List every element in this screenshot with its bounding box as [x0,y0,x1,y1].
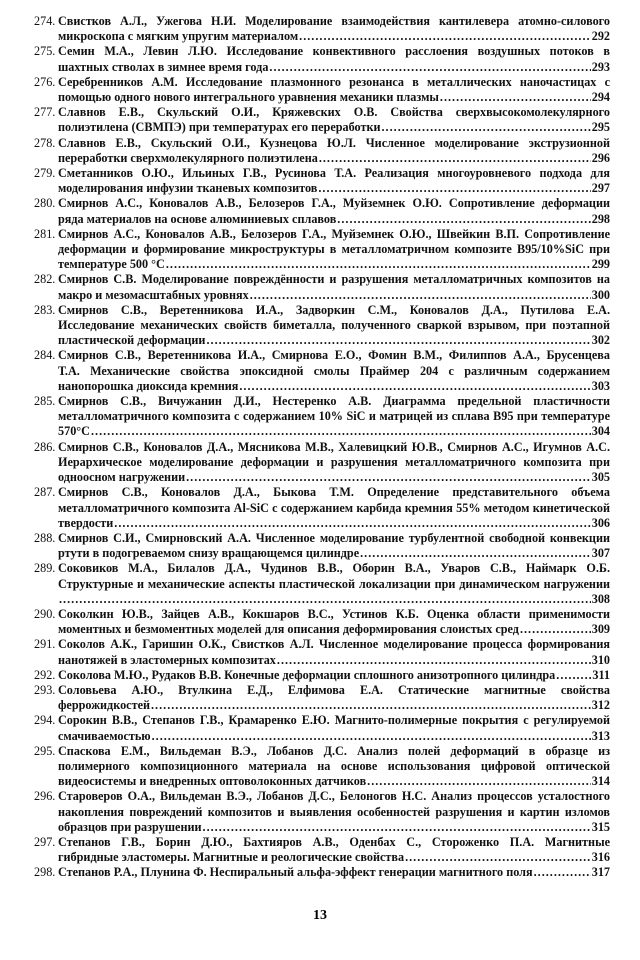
entry-number: 278. [34,135,56,150]
entry-last-line [58,668,610,683]
entry-text-line: образцов при разрушении [58,819,202,834]
entry-text-line: одноосном нагружении [58,470,186,485]
entry-last-line [58,60,610,75]
entry-number: 277. [34,105,56,120]
entry-last-line [58,622,610,637]
entry-page-number: 311 [592,667,610,682]
entry-page-number: 310 [591,652,610,667]
toc-entry [34,303,610,349]
toc-entry [34,713,610,743]
entry-number: 290. [34,606,56,621]
entry-text-line: Свистков А.Л., Ужегова Н.И. Моделирование взаимодействия кантилевера атомно-силового [58,14,610,28]
entry-page-number: 312 [591,698,610,713]
toc-entry [34,227,610,273]
dot-leader [186,470,591,485]
entry-text-line: металломатричного композита с содержанием 10% SiC и матрицей из сплава В95 при температуре [58,409,610,424]
entry-text-line: моделирования инфузии тканевых композитов [58,181,318,196]
entry-text-line: нанопорошка диоксида кремния [58,378,239,393]
entry-last-line [58,257,610,272]
entry-number: 287. [34,485,56,500]
entry-number: 288. [34,530,56,545]
dot-leader [382,120,591,135]
toc-entry [34,14,610,44]
toc-entry [34,105,610,135]
entry-text-line: Смирнов С.И., Смирновский А.А. Численное моделирование турбулентной свободной конвекции [58,530,610,545]
entry-text-line: Т.А. Механические свойства эпоксидной смолы Праймер 204 с различным содержанием [58,363,610,378]
toc-entry [34,744,610,790]
toc-entry [34,348,610,394]
entry-last-line [58,120,610,135]
toc-entry [34,485,610,531]
dot-leader [59,592,591,607]
dot-leader [337,212,590,227]
dot-leader [166,257,591,272]
dot-leader [440,90,591,105]
dot-leader [405,850,591,865]
toc-entry [34,166,610,196]
entry-number: 279. [34,166,56,181]
entry-text-line: смачиваемостью [58,728,151,743]
dot-leader [206,333,590,348]
entry-text-line: Структурные и механические аспекты пластической локализации при динамическом нагружении [58,576,610,591]
toc-entry [34,136,610,166]
entry-number: 280. [34,196,56,211]
entry-text-line: Славнов Е.В., Скульский О.И., Кузнецова Ю.Л. Численное моделирование экструзионной [58,135,610,150]
entry-text-line: Спаскова Е.М., Вильдеман В.Э., Лобанов Д.С. Анализ полей деформаций в образце из [58,743,610,758]
entry-page-number: 296 [591,150,610,165]
dot-leader [203,820,591,835]
entry-page-number: 298 [591,211,610,226]
toc-entry [34,835,610,865]
dot-leader [520,622,591,637]
entry-text-line: Смирнов С.В., Вичужанин Д.И., Нестеренко А.В. Диаграмма предельной пластичности [58,394,610,409]
entry-last-line [58,698,610,713]
dot-leader [360,546,591,561]
entry-text-line: переработки сверхмолекулярного полиэтилена [58,150,318,165]
entry-page-number: 293 [591,59,610,74]
entry-number: 281. [34,226,56,241]
dot-leader [91,424,591,439]
entry-number: 284. [34,348,56,363]
toc-entry [34,272,610,302]
entry-page-number: 317 [591,865,610,880]
entry-number: 294. [34,713,56,728]
entry-number: 297. [34,834,56,849]
entry-last-line [58,212,610,227]
entry-text-line: 570°С [58,424,90,439]
dot-leader [318,181,590,196]
entry-last-line [58,653,610,668]
entry-last-line [58,774,610,789]
entry-page-number: 309 [591,622,610,637]
entry-text-line: Иерархическое моделирование деформации и разрушения металломатричного композита при [58,454,610,469]
dot-leader [239,379,590,394]
entry-text-line: температуре 500 °С [58,257,165,272]
toc-entry [34,75,610,105]
entry-number: 283. [34,302,56,317]
entry-number: 282. [34,272,56,287]
entry-last-line [58,850,610,865]
dot-leader [556,668,591,683]
entry-text-line: Смирнов С.В., Веретенникова И.А., Смирнова Е.О., Фомин В.М., Филиппов А.А., Брусенцева [58,348,610,363]
entry-text-line: гибридные эластомеры. Магнитные и реологические свойства [58,850,405,865]
dot-leader [151,698,591,713]
entry-last-line [58,181,610,196]
entry-page-number: 299 [591,257,610,272]
entry-text-line: Сорокин В.В., Степанов Г.В., Крамаренко Е.Ю. Магнито-полимерные покрытия с регулируемой [58,713,610,728]
entry-text-line: Соковиков М.А., Билалов Д.А., Чудинов В.В., Оборин В.А., Уваров С.В., Наймарк О.Б. [58,561,610,576]
entry-text-line: накопления повреждений композитов и выявления особенностей разрушения и картин изломов [58,804,610,819]
entry-text-line: ртути в подогреваемом снизу вращающемся цилиндре [58,546,360,561]
entry-text-line: Серебренников А.М. Исследование плазмонного резонанса в металлических наночастицах с [58,74,610,89]
toc-entry [34,683,610,713]
entry-last-line [58,151,610,166]
dot-leader [152,729,591,744]
entry-text-line: Соколкин Ю.В., Зайцев А.В., Кокшаров В.С., Устинов К.Б. Оценка области применимости [58,606,610,621]
entry-last-line [58,592,610,607]
entry-text-line: шахтных стволах в зимнее время года [58,59,269,74]
toc-entry [34,637,610,667]
toc-entry [34,440,610,486]
entry-text-line: Исследование механических свойств биметалла, полученного сваркой взрывом, при поэтапной [58,318,610,333]
dot-leader [277,653,591,668]
entry-page-number: 315 [591,819,610,834]
entry-number: 274. [34,14,56,28]
entry-text-line: помощью одного нового интегрального уравнения механики плазмы [58,90,439,105]
entry-text-line: Соловьева А.Ю., Втулкина Е.Д., Елфимова Е.А. Статические магнитные свойства [58,682,610,697]
entry-text-line: Староверов О.А., Вильдеман В.Э., Лобанов Д.С., Белоногов Н.С. Анализ процессов усталостного [58,789,610,804]
entry-last-line [58,333,610,348]
entry-text-line: Сметанников О.Ю., Ильиных Г.В., Русинова Т.А. Реализация многоуровневого подхода для [58,166,610,181]
entry-last-line [58,516,610,531]
toc-entry [34,668,610,683]
entry-text-line: макро и мезомасштабных уровнях [58,287,249,302]
entry-page-number: 314 [591,774,610,789]
entry-number: 275. [34,44,56,59]
entry-last-line [58,546,610,561]
entry-last-line [58,820,610,835]
toc-entry [34,44,610,74]
entry-text-line: твердости [58,515,114,530]
entry-number: 291. [34,637,56,652]
entry-text-line: Смирнов С.В. Моделирование повреждённости и разрушения металломатричных композитов на [58,272,610,287]
entry-text-line: Смирнов А.С., Коновалов А.В., Белозеров Г.А., Муйземнек О.Ю., Швейкин В.П. Сопротивление [58,226,610,241]
entry-text-line: металломатричного композита Al-SiC с содержанием карбида кремния 55% методом кинетической [58,500,610,515]
toc-list [34,14,610,881]
entry-number: 289. [34,561,56,576]
entry-text-line: Семин М.А., Левин Л.Ю. Исследование конвективного расслоения воздушных потоков в [58,44,610,59]
entry-last-line [58,90,610,105]
entry-text-line: микроскопа с мягким упругим материалом [58,29,299,44]
entry-number: 296. [34,789,56,804]
entry-text-line: Соколов А.К., Гаришин О.К., Свистков А.Л. Численное моделирование процесса формирования [58,637,610,652]
entry-last-line [58,379,610,394]
entry-page-number: 307 [591,546,610,561]
entry-number: 295. [34,743,56,758]
entry-text-line: ряда материалов на основе алюминиевых сплавов [58,211,337,226]
dot-leader [534,865,591,880]
entry-last-line [58,29,610,44]
toc-entry [34,865,610,880]
entry-page-number: 308 [591,591,610,606]
entry-last-line [58,865,610,880]
toc-entry [34,531,610,561]
page-number: 13 [313,908,327,923]
entry-text-line: нанотяжей в эластомерных композитах [58,652,276,667]
entry-page-number: 300 [591,287,610,302]
entry-number: 298. [34,865,56,880]
entry-text-line: деформации и формирование микроструктуры в металломатричном композите В95/10%SiC при [58,242,610,257]
toc-entry [34,607,610,637]
entry-page-number: 313 [591,728,610,743]
entry-page-number: 295 [591,120,610,135]
dot-leader [319,151,591,166]
entry-text-line: полиэтилена (СВМПЭ) при температурах его переработки [58,120,381,135]
entry-page-number: 294 [591,90,610,105]
entry-last-line [58,288,610,303]
entry-number: 293. [34,682,56,697]
toc-entry [34,394,610,440]
toc-entry [34,196,610,226]
dot-leader [367,774,591,789]
entry-page-number: 316 [591,850,610,865]
entry-text-line: моментных и безмоментных моделей для описания деформирования слоистых сред [58,622,519,637]
entry-number: 286. [34,439,56,454]
entry-text-line: полимерного композиционного материала на основе использования цифровой оптической [58,758,610,773]
entry-text-line: пластической деформации [58,333,206,348]
entry-last-line [58,424,610,439]
entry-text-line: Славнов Е.В., Скульский О.И., Кряжевских О.В. Свойства сверхвысокомолекулярного [58,105,610,120]
dot-leader [250,288,591,303]
dot-leader [299,29,591,44]
entry-number: 292. [34,667,56,682]
entry-text-line: Соколова М.Ю., Рудаков В.В. Конечные деформации сплошного анизотропного цилиндра [58,667,556,682]
entry-last-line [58,729,610,744]
entry-text-line: феррожидкостей [58,698,150,713]
entry-text-line: Смирнов А.С., Коновалов А.В., Белозеров Г.А., Муйземнек О.Ю. Сопротивление деформации [58,196,610,211]
entry-text-line: Степанов Г.В., Борин Д.Ю., Бахтияров А.В., Оденбах С., Стороженко П.А. Магнитные [58,834,610,849]
entry-page-number: 303 [591,378,610,393]
entry-last-line [58,470,610,485]
entry-page-number: 306 [591,515,610,530]
entry-page-number: 292 [591,29,610,44]
entry-number: 285. [34,394,56,409]
entry-text-line: Смирнов С.В., Веретенникова И.А., Задворкин С.М., Коновалов Д.А., Путилова Е.А. [58,302,610,317]
entry-page-number: 297 [591,181,610,196]
dot-leader [269,60,590,75]
entry-text-line: Степанов Р.А., Плунина Ф. Неспиральный альфа-эффект генерации магнитного поля [58,865,533,880]
entry-text-line: Смирнов С.В., Коновалов Д.А., Быкова Т.М. Определение представительного объема [58,485,610,500]
entry-text-line: видеосистемы и внедренных оптоволоконных датчиков [58,774,367,789]
entry-number: 276. [34,74,56,89]
entry-page-number: 304 [591,424,610,439]
entry-page-number: 302 [591,333,610,348]
toc-entry [34,789,610,835]
entry-page-number: 305 [591,470,610,485]
toc-entry [34,561,610,607]
dot-leader [114,516,590,531]
entry-text-line: Смирнов С.В., Коновалов Д.А., Мясникова М.В., Халевицкий Ю.В., Смирнов А.С., Игумнов А.С. [58,439,610,454]
